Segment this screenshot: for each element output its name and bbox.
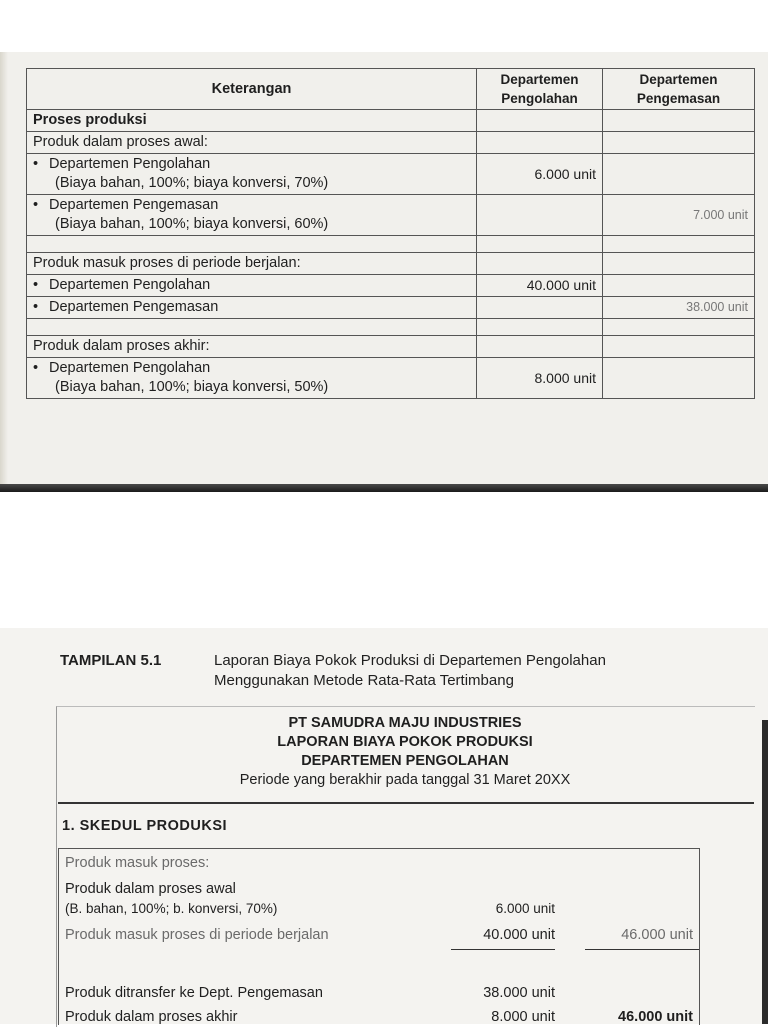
awal-pengolahan-label: Departemen Pengolahan	[49, 156, 211, 172]
top-page-binding-edge	[0, 52, 8, 488]
table-row	[27, 275, 755, 297]
report-title: LAPORAN BIAYA POKOK PRODUKSI	[277, 734, 533, 750]
akhir-label: Produk dalam proses akhir:	[27, 336, 477, 358]
akhir-pengolahan-note: (Biaya bahan, 100%; biaya konversi, 50%)	[55, 379, 329, 395]
list-item	[65, 983, 695, 1003]
akhir-pengolahan-label: Departemen Pengolahan	[49, 360, 211, 376]
awal-pengemasan-note: (Biaya bahan, 100%; biaya konversi, 60%)	[55, 216, 329, 232]
masuk-pengemasan-label: • Departemen Pengemasan	[27, 297, 477, 319]
list-item	[65, 925, 695, 945]
akhir-pengolahan-value: 8.000 unit	[477, 358, 603, 399]
periode-total: 46.000 unit	[621, 927, 693, 943]
figure-caption	[60, 651, 740, 691]
table-row	[27, 110, 755, 132]
masuk-pengolahan-value: 40.000 unit	[477, 275, 603, 297]
header-dept-pengemasan: Departemen Pengemasan	[603, 69, 755, 110]
table-row	[27, 195, 755, 236]
awal-pengemasan-label: Departemen Pengemasan	[49, 197, 219, 213]
header-divider	[58, 802, 754, 804]
list-item	[65, 879, 695, 899]
header-dept-pengolahan: Departemen Pengolahan	[477, 69, 603, 110]
masuk-pengolahan-label: • Departemen Pengolahan	[27, 275, 477, 297]
awal-pengolahan-value: 6.000 unit	[477, 154, 603, 195]
akhir-value: 8.000 unit	[491, 1009, 555, 1025]
akhir-total: 46.000 unit	[618, 1009, 693, 1025]
subtotal-underline	[451, 949, 555, 950]
awal-value: 6.000 unit	[495, 901, 555, 916]
caption-label: TAMPILAN 5.1	[60, 652, 162, 669]
company-name: PT SAMUDRA MAJU INDUSTRIES	[288, 715, 522, 731]
section-skedul-produksi: 1. SKEDUL PRODUKSI	[62, 818, 228, 834]
table-header-row	[27, 69, 755, 110]
awal-note: (B. bahan, 100%; b. konversi, 70%)	[65, 901, 278, 916]
blank-row	[27, 236, 755, 253]
transfer-value: 38.000 unit	[483, 985, 555, 1001]
awal-pengemasan-cell	[27, 195, 477, 236]
awal-label: Produk dalam proses awal	[65, 881, 236, 897]
table-row	[27, 132, 755, 154]
section-proses-produksi: Proses produksi	[27, 110, 477, 132]
report-period: Periode yang berakhir pada tanggal 31 Maret 20XX	[239, 772, 571, 788]
masuk-header: Produk masuk proses:	[65, 855, 210, 871]
production-schedule	[58, 848, 700, 1025]
awal-pengolahan-cell	[27, 154, 477, 195]
total-underline	[585, 949, 699, 950]
top-page-shadow	[0, 484, 768, 492]
table-row	[27, 336, 755, 358]
report-department: DEPARTEMEN PENGOLAHAN	[301, 753, 509, 769]
caption-line-2: Menggunakan Metode Rata-Rata Tertimbang	[214, 672, 514, 689]
awal-pengolahan-note: (Biaya bahan, 100%; biaya konversi, 70%)	[55, 175, 329, 191]
awal-pengemasan-value: 7.000 unit	[603, 195, 755, 236]
table-row	[27, 358, 755, 399]
periode-value: 40.000 unit	[483, 927, 555, 943]
list-item	[65, 1007, 695, 1027]
report-header	[58, 714, 752, 790]
periode-label: Produk masuk proses di periode berjalan	[65, 927, 329, 943]
bottom-page-edge	[762, 720, 768, 1024]
caption-line-1: Laporan Biaya Pokok Produksi di Departemen Pengolahan	[214, 652, 606, 669]
list-item	[65, 853, 695, 873]
akhir-pengolahan-cell	[27, 358, 477, 399]
header-keterangan: Keterangan	[27, 69, 477, 110]
awal-label: Produk dalam proses awal:	[27, 132, 477, 154]
blank-row	[27, 319, 755, 336]
transfer-label: Produk ditransfer ke Dept. Pengemasan	[65, 985, 323, 1001]
list-item	[65, 899, 695, 919]
masuk-pengemasan-value: 38.000 unit	[603, 297, 755, 319]
table-row	[27, 297, 755, 319]
table-row	[27, 154, 755, 195]
table-row	[27, 253, 755, 275]
akhir-label: Produk dalam proses akhir	[65, 1009, 238, 1025]
production-data-table	[26, 68, 755, 399]
caption-text	[214, 651, 734, 691]
masuk-label: Produk masuk proses di periode berjalan:	[27, 253, 477, 275]
